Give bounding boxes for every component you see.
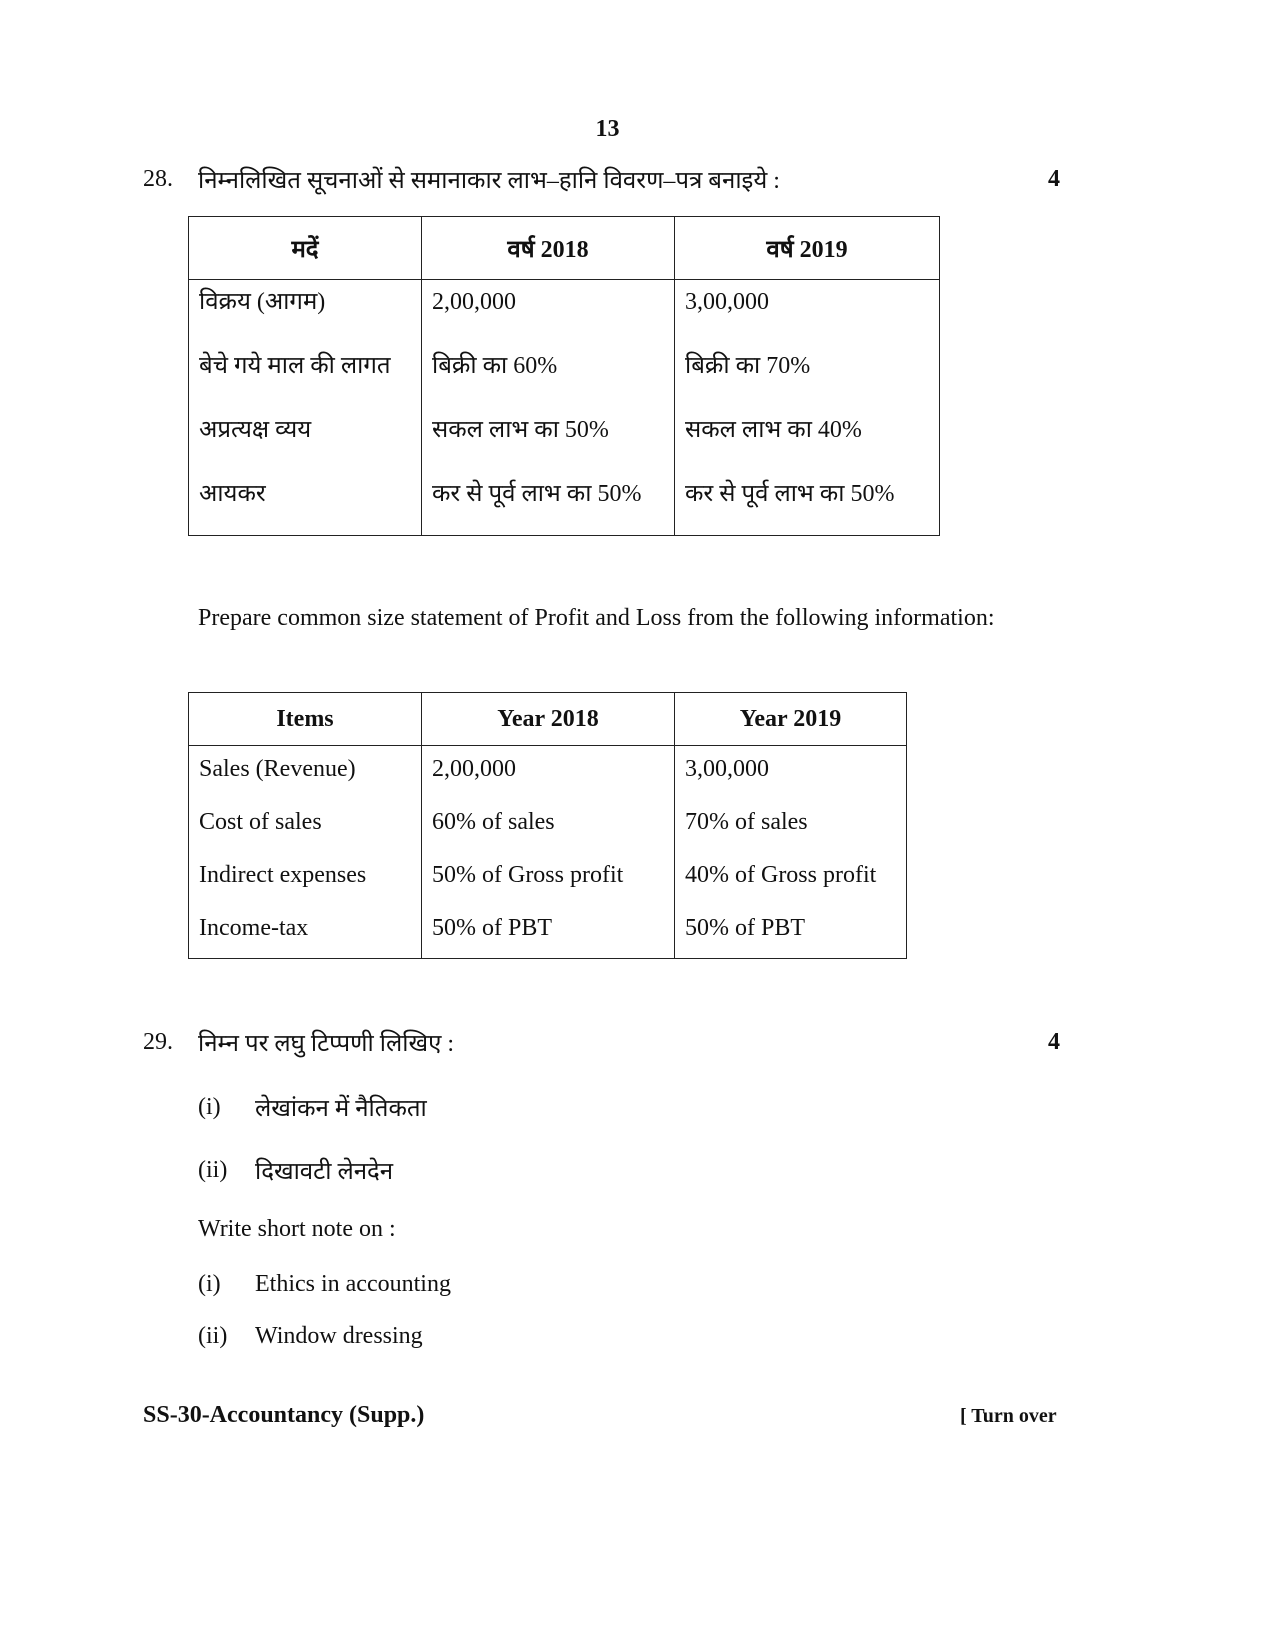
table-cell: बेचे गये माल की लागत (199, 353, 391, 379)
table-body-row (189, 280, 940, 536)
question-28-english-text: Prepare common size statement of Profit and Loss from the following information: (198, 605, 995, 631)
items-column (189, 746, 422, 959)
question-29-english-text: Write short note on : (198, 1216, 396, 1242)
table-cell: विक्रय (आगम) (199, 289, 326, 315)
footer-turn-over: [ Turn over (960, 1405, 1057, 1427)
question-29-number: 29. (143, 1029, 173, 1055)
table-cell: बिक्री का 70% (685, 353, 811, 379)
english-item-label: (ii) (198, 1323, 228, 1349)
header-items: मदें (189, 217, 422, 280)
items-column (189, 280, 422, 536)
table-cell: 60% of sales (432, 809, 555, 835)
table-cell: 2,00,000 (432, 289, 516, 315)
table-cell: 50% of PBT (685, 915, 805, 941)
table-body-row (189, 746, 907, 959)
table-cell: 70% of sales (685, 809, 808, 835)
hindi-item-label: (i) (198, 1094, 221, 1120)
year-2018-column (422, 280, 675, 536)
footer-paper-code: SS-30-Accountancy (Supp.) (143, 1402, 425, 1428)
table-cell: Income-tax (199, 915, 309, 941)
table-cell: 50% of PBT (432, 915, 552, 941)
hindi-item-label: (ii) (198, 1157, 228, 1183)
english-data-table (188, 692, 907, 959)
english-item-text: Window dressing (255, 1323, 423, 1349)
question-28-marks: 4 (1048, 166, 1060, 192)
year-2019-column (675, 280, 940, 536)
question-29-hindi-text: निम्न पर लघु टिप्पणी लिखिए : (198, 1031, 455, 1057)
question-28-number: 28. (143, 166, 173, 192)
table-cell: Cost of sales (199, 809, 322, 835)
table-cell: अप्रत्यक्ष व्यय (199, 417, 312, 443)
table-cell: Sales (Revenue) (199, 756, 356, 782)
table-cell: 3,00,000 (685, 756, 769, 782)
header-year-2019: वर्ष 2019 (675, 217, 940, 280)
table-cell: कर से पूर्व लाभ का 50% (685, 481, 895, 507)
table-cell: कर से पूर्व लाभ का 50% (432, 481, 642, 507)
header-year-2018: वर्ष 2018 (422, 217, 675, 280)
table-cell: 3,00,000 (685, 289, 769, 315)
english-item-label: (i) (198, 1271, 221, 1297)
hindi-item-text: लेखांकन में नैतिकता (255, 1096, 427, 1122)
table-cell: सकल लाभ का 50% (432, 417, 609, 443)
year-2018-column (422, 746, 675, 959)
header-year-2019: Year 2019 (675, 693, 907, 746)
hindi-data-table (188, 216, 940, 536)
hindi-item-text: दिखावटी लेनदेन (255, 1159, 394, 1185)
year-2019-column (675, 746, 907, 959)
question-29-marks: 4 (1048, 1029, 1060, 1055)
english-item-text: Ethics in accounting (255, 1271, 451, 1297)
table-header-row (189, 693, 907, 746)
question-28-hindi-text: निम्नलिखित सूचनाओं से समानाकार लाभ–हानि विवरण–पत्र बनाइये : (198, 168, 780, 194)
table-cell: Indirect expenses (199, 862, 367, 888)
table-cell: 40% of Gross profit (685, 862, 877, 888)
table-cell: आयकर (199, 481, 266, 507)
table-cell: बिक्री का 60% (432, 353, 558, 379)
header-year-2018: Year 2018 (422, 693, 675, 746)
table-cell: सकल लाभ का 40% (685, 417, 862, 443)
header-items: Items (189, 693, 422, 746)
table-cell: 2,00,000 (432, 756, 516, 782)
page-number: 13 (595, 116, 620, 142)
table-cell: 50% of Gross profit (432, 862, 624, 888)
